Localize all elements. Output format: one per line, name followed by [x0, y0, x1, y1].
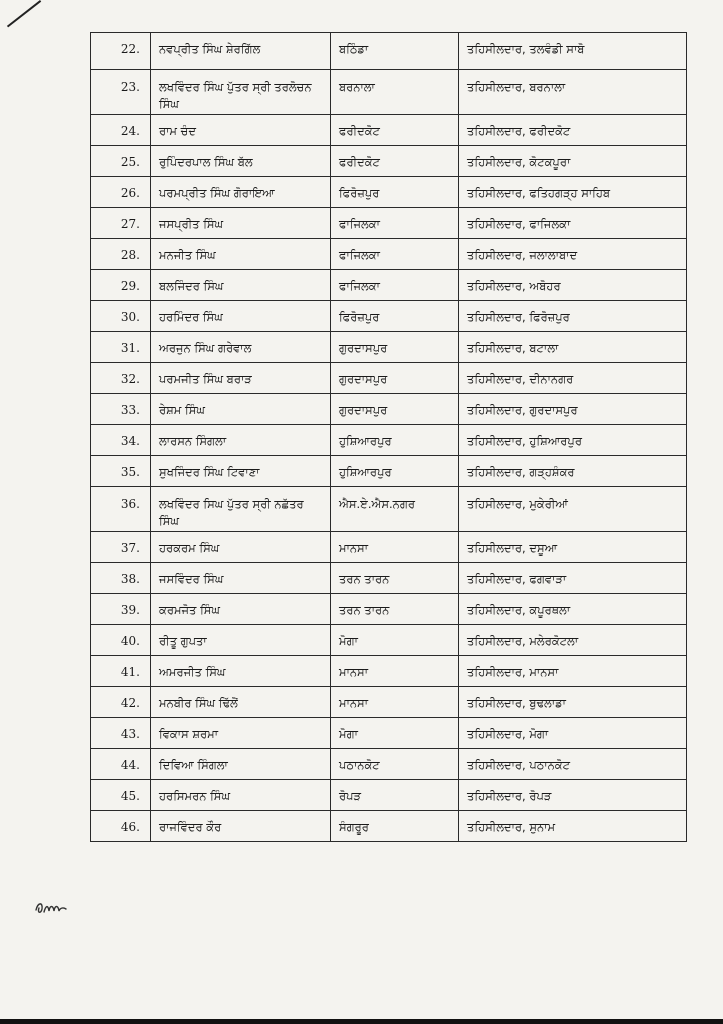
posting: ਤਹਿਸੀਲਦਾਰ, ਤਲਵੰਡੀ ਸਾਬੋ	[459, 33, 687, 70]
officer-name: ਜਸਪ੍ਰੀਤ ਸਿੰਘ	[151, 208, 331, 239]
district: ਰੋਪੜ	[331, 780, 459, 811]
table-row	[91, 208, 687, 239]
posting: ਤਹਿਸੀਲਦਾਰ, ਹੁਸ਼ਿਆਰਪੁਰ	[459, 425, 687, 456]
serial-number: 35.	[91, 456, 151, 487]
table-row	[91, 177, 687, 208]
scan-bottom-edge	[0, 1019, 723, 1024]
district: ਮਾਨਸਾ	[331, 656, 459, 687]
table-row	[91, 239, 687, 270]
serial-number: 41.	[91, 656, 151, 687]
table-row	[91, 115, 687, 146]
district: ਮਾਨਸਾ	[331, 532, 459, 563]
posting: ਤਹਿਸੀਲਦਾਰ, ਫਗਵਾੜਾ	[459, 563, 687, 594]
officer-name: ਦਿਵਿਆ ਸਿੰਗਲਾ	[151, 749, 331, 780]
posting: ਤਹਿਸੀਲਦਾਰ, ਜਲਾਲਾਬਾਦ	[459, 239, 687, 270]
table-row	[91, 425, 687, 456]
posting: ਤਹਿਸੀਲਦਾਰ, ਮਾਨਸਾ	[459, 656, 687, 687]
table-row	[91, 625, 687, 656]
officer-name: ਜਸਵਿੰਦਰ ਸਿੰਘ	[151, 563, 331, 594]
serial-number: 45.	[91, 780, 151, 811]
officer-name: ਸੁਖਜਿੰਦਰ ਸਿੰਘ ਟਿਵਾਣਾ	[151, 456, 331, 487]
table-row	[91, 563, 687, 594]
district: ਮੋਗਾ	[331, 718, 459, 749]
officer-name: ਪਰਮਜੀਤ ਸਿੰਘ ਬਰਾੜ	[151, 363, 331, 394]
table-row	[91, 532, 687, 563]
officer-name: ਨਵਪ੍ਰੀਤ ਸਿੰਘ ਸ਼ੇਰਗਿੱਲ	[151, 33, 331, 70]
district: ਗੁਰਦਾਸਪੁਰ	[331, 394, 459, 425]
serial-number: 33.	[91, 394, 151, 425]
officer-name: ਰੇਸ਼ਮ ਸਿੰਘ	[151, 394, 331, 425]
serial-number: 26.	[91, 177, 151, 208]
officer-name: ਅਰਜੁਨ ਸਿੰਘ ਗਰੇਵਾਲ	[151, 332, 331, 363]
officer-name: ਹਰਕਰਮ ਸਿੰਘ	[151, 532, 331, 563]
serial-number: 30.	[91, 301, 151, 332]
district: ਗੁਰਦਾਸਪੁਰ	[331, 332, 459, 363]
page-fold-mark	[7, 0, 41, 27]
posting: ਤਹਿਸੀਲਦਾਰ, ਰੋਪੜ	[459, 780, 687, 811]
posting-table	[90, 32, 687, 842]
serial-number: 24.	[91, 115, 151, 146]
posting: ਤਹਿਸੀਲਦਾਰ, ਬੁਢਲਾਡਾ	[459, 687, 687, 718]
district: ਬਠਿੰਡਾ	[331, 33, 459, 70]
posting: ਤਹਿਸੀਲਦਾਰ, ਕਪੂਰਥਲਾ	[459, 594, 687, 625]
table-row	[91, 301, 687, 332]
table-row	[91, 487, 687, 532]
table-row	[91, 687, 687, 718]
officer-name: ਅਮਰਜੀਤ ਸਿੰਘ	[151, 656, 331, 687]
posting: ਤਹਿਸੀਲਦਾਰ, ਪਠਾਨਕੋਟ	[459, 749, 687, 780]
district: ਹੁਸ਼ਿਆਰਪੁਰ	[331, 425, 459, 456]
district: ਮਾਨਸਾ	[331, 687, 459, 718]
posting: ਤਹਿਸੀਲਦਾਰ, ਸੁਨਾਮ	[459, 811, 687, 842]
district: ਫਾਜਿਲਕਾ	[331, 270, 459, 301]
officer-name: ਪਰਮਪ੍ਰੀਤ ਸਿੰਘ ਗੋਰਾਇਆ	[151, 177, 331, 208]
table-row	[91, 270, 687, 301]
serial-number: 27.	[91, 208, 151, 239]
posting: ਤਹਿਸੀਲਦਾਰ, ਫਤਿਹਗੜ੍ਹ ਸਾਹਿਬ	[459, 177, 687, 208]
serial-number: 34.	[91, 425, 151, 456]
posting: ਤਹਿਸੀਲਦਾਰ, ਮੋਗਾ	[459, 718, 687, 749]
serial-number: 44.	[91, 749, 151, 780]
table-row	[91, 656, 687, 687]
table-row	[91, 718, 687, 749]
posting: ਤਹਿਸੀਲਦਾਰ, ਫਿਰੋਜ਼ਪੁਰ	[459, 301, 687, 332]
district: ਫਰੀਦਕੋਟ	[331, 115, 459, 146]
table-row	[91, 146, 687, 177]
officer-name: ਵਿਕਾਸ ਸ਼ਰਮਾ	[151, 718, 331, 749]
posting: ਤਹਿਸੀਲਦਾਰ, ਦਸੂਆ	[459, 532, 687, 563]
district: ਪਠਾਨਕੋਟ	[331, 749, 459, 780]
officer-name: ਲਖਵਿੰਦਰ ਸਿਘ ਪੁੱਤਰ ਸ੍ਰੀ ਨਛੱਤਰ ਸਿੰਘ	[151, 487, 331, 532]
table-row	[91, 33, 687, 70]
serial-number: 31.	[91, 332, 151, 363]
serial-number: 38.	[91, 563, 151, 594]
officer-name: ਕਰਮਜੋਤ ਸਿੰਘ	[151, 594, 331, 625]
officer-name: ਰੁਪਿੰਦਰਪਾਲ ਸਿੰਘ ਬੱਲ	[151, 146, 331, 177]
district: ਐਸ.ਏ.ਐਸ.ਨਗਰ	[331, 487, 459, 532]
posting: ਤਹਿਸੀਲਦਾਰ, ਦੀਨਾਨਗਰ	[459, 363, 687, 394]
officer-name: ਮਨਜੀਤ ਸਿੰਘ	[151, 239, 331, 270]
posting: ਤਹਿਸੀਲਦਾਰ, ਅਬੋਹਰ	[459, 270, 687, 301]
table-row	[91, 749, 687, 780]
serial-number: 28.	[91, 239, 151, 270]
officer-name: ਬਲਜਿੰਦਰ ਸਿੰਘ	[151, 270, 331, 301]
officer-name: ਲਾਰਸਨ ਸਿੰਗਲਾ	[151, 425, 331, 456]
district: ਫਾਜਿਲਕਾ	[331, 208, 459, 239]
officer-name: ਰੀਤੂ ਗੁਪਤਾ	[151, 625, 331, 656]
table-row	[91, 394, 687, 425]
district: ਫਰੀਦਕੋਟ	[331, 146, 459, 177]
serial-number: 37.	[91, 532, 151, 563]
serial-number: 29.	[91, 270, 151, 301]
officer-name: ਹਰਮਿੰਦਰ ਸਿੰਘ	[151, 301, 331, 332]
district: ਤਰਨ ਤਾਰਨ	[331, 563, 459, 594]
table-row	[91, 456, 687, 487]
district: ਹੁਸ਼ਿਆਰਪੁਰ	[331, 456, 459, 487]
table-row	[91, 332, 687, 363]
district: ਫਿਰੋਜ਼ਪੁਰ	[331, 177, 459, 208]
serial-number: 22.	[91, 33, 151, 70]
posting: ਤਹਿਸੀਲਦਾਰ, ਫਰੀਦਕੋਟ	[459, 115, 687, 146]
serial-number: 46.	[91, 811, 151, 842]
serial-number: 36.	[91, 487, 151, 532]
serial-number: 25.	[91, 146, 151, 177]
posting: ਤਹਿਸੀਲਦਾਰ, ਮਲੇਰਕੋਟਲਾ	[459, 625, 687, 656]
officer-name: ਰਾਮ ਚੰਦ	[151, 115, 331, 146]
posting: ਤਹਿਸੀਲਦਾਰ, ਬਟਾਲਾ	[459, 332, 687, 363]
officer-name: ਹਰਸਿਮਰਨ ਸਿੰਘ	[151, 780, 331, 811]
table-row	[91, 70, 687, 115]
district: ਮੋਗਾ	[331, 625, 459, 656]
serial-number: 39.	[91, 594, 151, 625]
posting: ਤਹਿਸੀਲਦਾਰ, ਗੁਰਦਾਸਪੁਰ	[459, 394, 687, 425]
posting: ਤਹਿਸੀਲਦਾਰ, ਬਰਨਾਲਾ	[459, 70, 687, 115]
handwritten-initials-mark	[34, 898, 68, 918]
district: ਤਰਨ ਤਾਰਨ	[331, 594, 459, 625]
district: ਗੁਰਦਾਸਪੁਰ	[331, 363, 459, 394]
officer-name: ਮਨਬੀਰ ਸਿੰਘ ਢਿੱਲੋਂ	[151, 687, 331, 718]
officer-name: ਰਾਜਵਿੰਦਰ ਕੌਰ	[151, 811, 331, 842]
table-row	[91, 811, 687, 842]
posting: ਤਹਿਸੀਲਦਾਰ, ਫਾਜਿਲਕਾ	[459, 208, 687, 239]
district: ਫਿਰੋਜ਼ਪੁਰ	[331, 301, 459, 332]
officer-name: ਲਖਵਿੰਦਰ ਸਿੰਘ ਪੁੱਤਰ ਸ੍ਰੀ ਤਰਲੋਚਨ ਸਿੰਘ	[151, 70, 331, 115]
table-row	[91, 363, 687, 394]
serial-number: 32.	[91, 363, 151, 394]
table-row	[91, 780, 687, 811]
posting: ਤਹਿਸੀਲਦਾਰ, ਗੜ੍ਹਸ਼ੰਕਰ	[459, 456, 687, 487]
serial-number: 43.	[91, 718, 151, 749]
district: ਫਾਜਿਲਕਾ	[331, 239, 459, 270]
posting: ਤਹਿਸੀਲਦਾਰ, ਕੋਟਕਪੂਰਾ	[459, 146, 687, 177]
serial-number: 42.	[91, 687, 151, 718]
district: ਬਰਨਾਲਾ	[331, 70, 459, 115]
district: ਸੰਗਰੂਰ	[331, 811, 459, 842]
serial-number: 40.	[91, 625, 151, 656]
serial-number: 23.	[91, 70, 151, 115]
posting: ਤਹਿਸੀਲਦਾਰ, ਮੁਕੇਰੀਆਂ	[459, 487, 687, 532]
table-row	[91, 594, 687, 625]
